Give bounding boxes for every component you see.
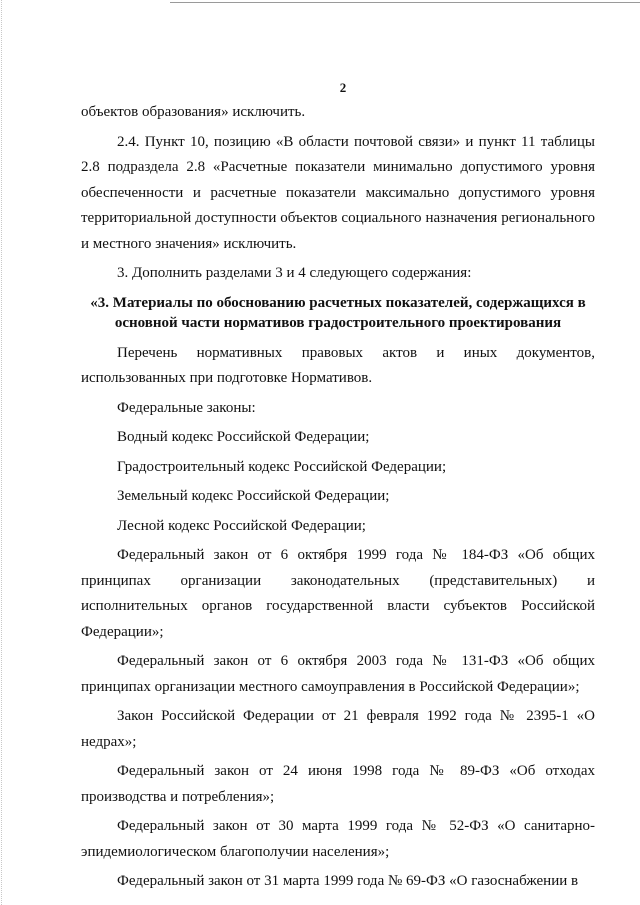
page-number: 2 — [339, 80, 347, 95]
paragraph-list-intro: Перечень нормативных правовых актов и иных документов, использованных при подготовке Нормативов. — [81, 344, 595, 386]
list-item-law-52: Федеральный закон от 30 марта 1999 года № 52-ФЗ «О санитарно-эпидемиологическом благополучии населения»; — [81, 818, 595, 860]
paragraph-continuation: объектов образования» исключить. — [81, 104, 306, 120]
list-item-water-code: Водный кодекс Российской Федерации; — [117, 429, 370, 445]
top-border-line — [170, 2, 640, 3]
paragraph-item-3: 3. Дополнить разделами 3 и 4 следующего содержания: — [117, 265, 472, 281]
list-item-law-89: Федеральный закон от 24 июня 1998 года № 89-ФЗ «Об отходах производства и потребления»; — [81, 763, 595, 805]
paragraph-item-2-4: 2.4. Пункт 10, позицию «В области почтовой связи» и пункт 11 таблицы 2.8 подраздела 2.8 «Расчетные показатели минимально допустимого уровня обеспеченности и расчетные показатели максимально допустимого уровня территориальной доступности объектов социального назначения регионального и местного значения» исключить. — [81, 133, 595, 252]
list-item-law-69: Федеральный закон от 31 марта 1999 года № 69-ФЗ «О газоснабжении в — [117, 873, 579, 889]
document-body — [81, 100, 595, 895]
paragraph-federal-laws-label: Федеральные законы: — [117, 399, 256, 416]
list-item-forest-code: Лесной кодекс Российской Федерации; — [117, 517, 366, 534]
left-scan-edge — [1, 0, 2, 905]
list-item-law-131: Федеральный закон от 6 октября 2003 года № 131-ФЗ «Об общих принципах организации местного самоуправления в Российской Федерации»; — [81, 653, 595, 695]
list-item-law-184: Федеральный закон от 6 октября 1999 года № 184-ФЗ «Об общих принципах организации законодательных (представительных) и исполнительных органов государственной власти субъектов Российской Федерации»; — [81, 547, 595, 640]
list-item-urban-planning-code: Градостроительный кодекс Российской Федерации; — [117, 458, 447, 475]
list-item-law-2395: Закон Российской Федерации от 21 февраля 1992 года № 2395-1 «О недрах»; — [81, 708, 595, 750]
list-item-land-code: Земельный кодекс Российской Федерации; — [117, 488, 390, 504]
section-heading: «3. Материалы по обоснованию расчетных показателей, содержащихся в основной части нормативов градостроительного проектирования — [90, 294, 586, 331]
